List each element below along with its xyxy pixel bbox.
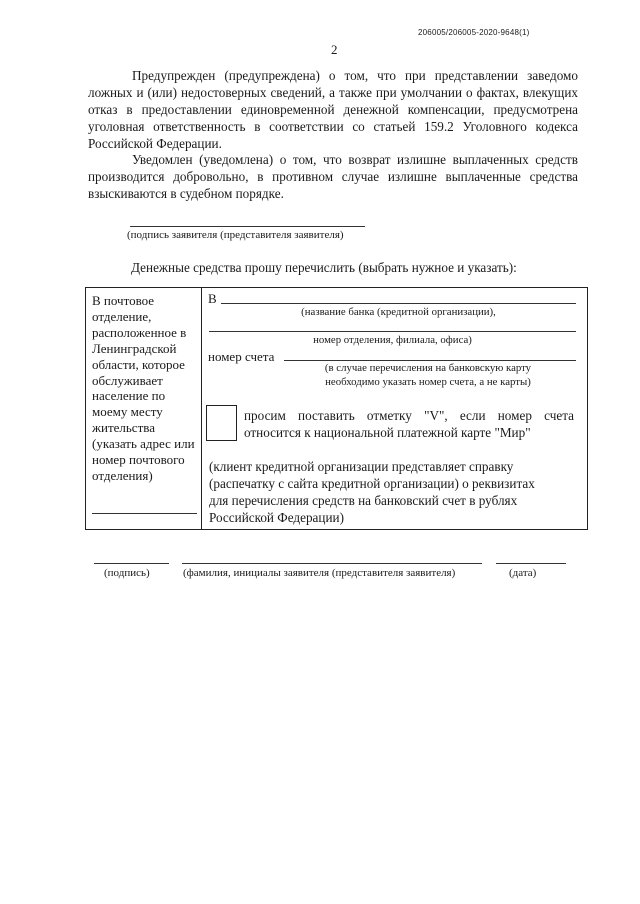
note-line: для перечисления средств на банковский счет в рублях [209,493,518,508]
account-caption-2: необходимо указать номер счета, а не карты) [325,376,531,388]
mir-card-checkbox[interactable] [206,405,237,441]
refund-notice: Уведомлен (уведомлена) о том, что возврат излишне выплаченных средств производится добровольно, в противном случае излишне выплаченные средства взыскиваются в судебном порядке. [88,152,578,201]
table-divider [201,287,202,530]
signature-caption: (подпись) [104,567,150,579]
page-number: 2 [331,42,338,57]
account-number-label: номер счета [208,349,275,364]
account-number-line[interactable] [284,360,576,361]
branch-caption: номер отделения, филиала, офиса) [313,334,472,346]
bank-prefix: В [208,291,217,306]
note-line: (клиент кредитной организации представляет справку [209,459,514,474]
note-line: (распечатку с сайта кредитной организации) о реквизитах [209,476,535,491]
criminal-liability-warning: Предупрежден (предупреждена) о том, что при представлении заведомо ложных и (или) недостоверных сведений, а также при умолчании о фактах, влекущих отказ в предоставлении единовременной денежной компенсации, предусмотрена уголовная ответственность в соответствии со статьей 159.2 Уголовного кодекса Российской Федерации. [88,68,578,151]
mir-card-instruction: просим поставить отметку "V", если номер счета относится к национальной платежной карте "Мир" [244,408,574,440]
signature-line[interactable] [94,563,169,564]
name-caption: (фамилия, инициалы заявителя (представителя заявителя) [183,567,456,579]
refund-notice-paragraph [88,151,578,202]
document-id: 206005/206005-2020-9648(1) [418,28,530,37]
account-caption-1: (в случае перечисления на банковскую карту [324,362,532,374]
bank-certificate-note [209,458,578,526]
date-caption: (дата) [509,567,537,579]
post-office-option: В почтовое отделение, расположенное в Ленинградской области, которое обслуживает население по моему месту жительства (указать адрес или номер почтового отделения) [92,293,195,483]
applicant-signature-caption: (подпись заявителя (представителя заявителя) [127,229,344,241]
warning-paragraph [88,67,578,152]
applicant-signature-line[interactable] [130,226,365,227]
note-line: Российской Федерации) [209,510,344,525]
payment-method-intro: Денежные средства прошу перечислить (выбрать нужное и указать): [131,260,517,275]
bank-name-caption: (название банка (кредитной организации), [301,306,496,318]
date-line[interactable] [496,563,566,564]
post-office-input-line[interactable] [92,513,197,514]
bank-name-line[interactable] [221,303,576,304]
branch-line[interactable] [209,331,576,332]
name-line[interactable] [182,563,482,564]
